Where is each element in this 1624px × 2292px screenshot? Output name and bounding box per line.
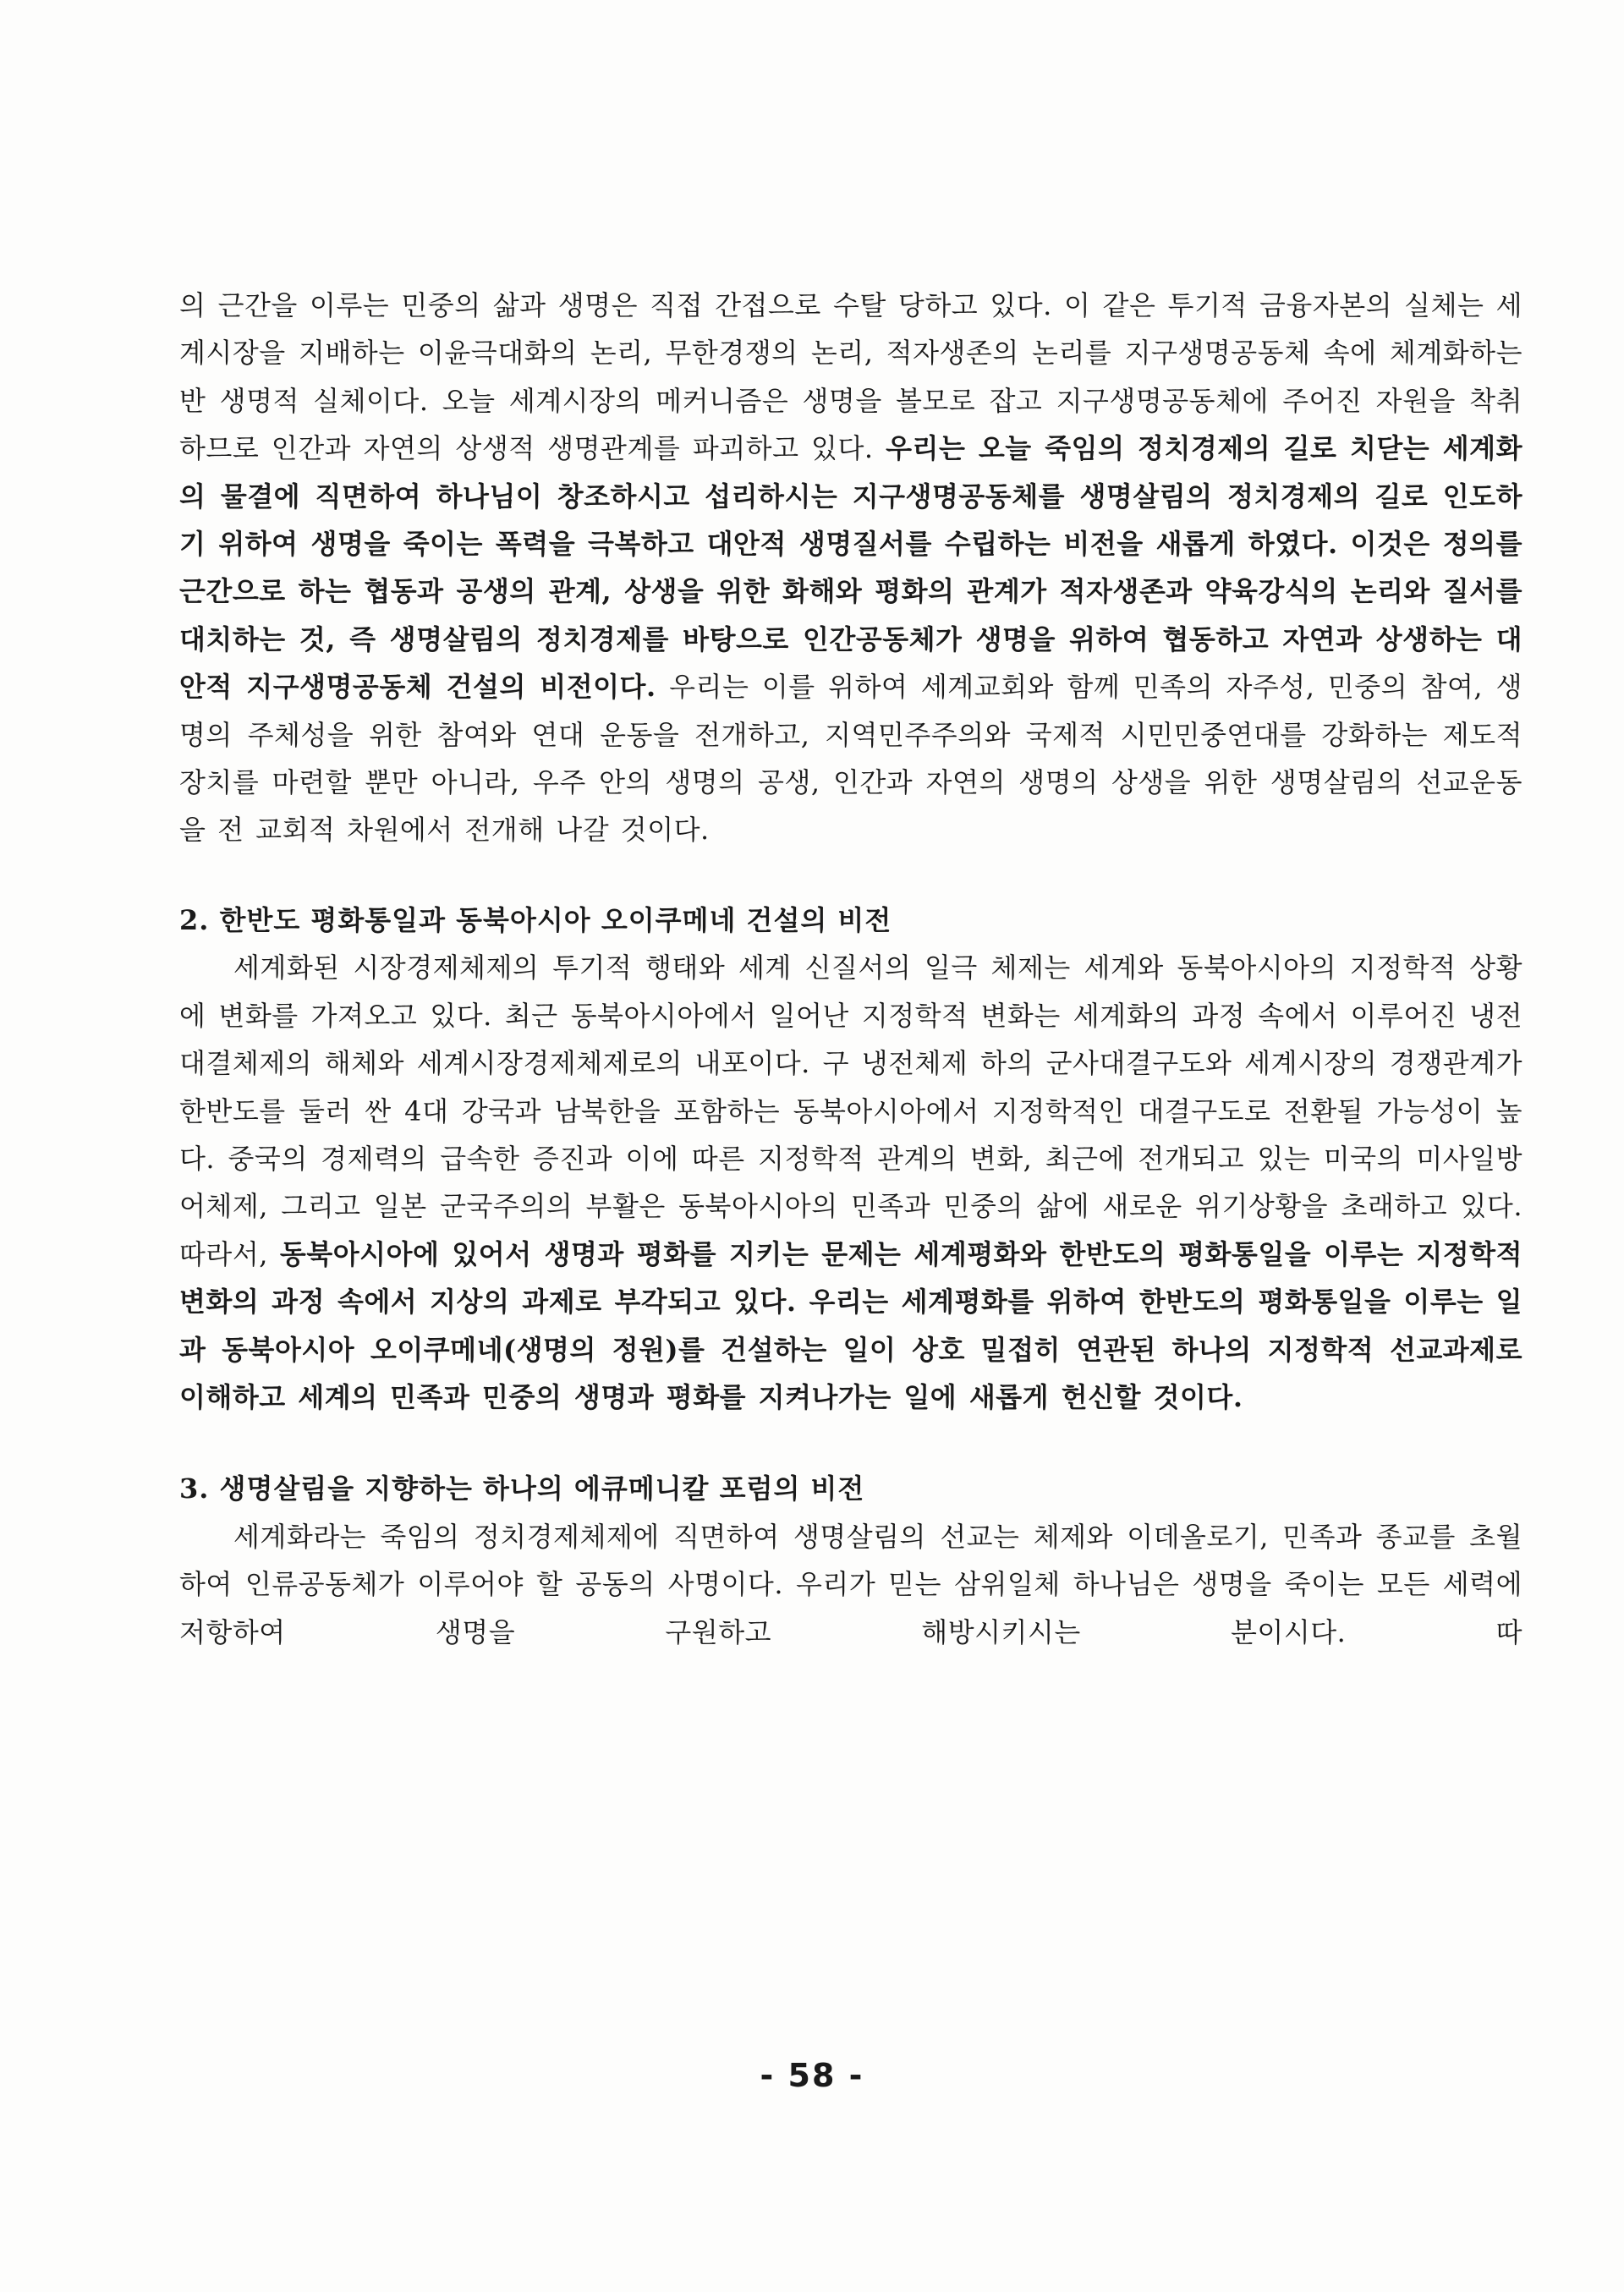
section-3-paragraph [179,1513,1522,1656]
section-3-text: 세계화라는 죽임의 정치경제체제에 직면하여 생명살림의 선교는 체제와 이데올로기, 민족과 종교를 초월하여 인류공동체가 이루어야 할 공동의 사명이다. 우리가 믿는 삼위일체 하나님은 생명을 죽이는 모든 세력에 저항하여 생명을 구원하고 해방시키시는 분이시다. 따 [179,1520,1523,1648]
section-2-text: 세계화된 시장경제체제의 투기적 행태와 세계 신질서의 일극 체제는 세계와 동북아시아의 지정학적 상황에 변화를 가져오고 있다. 최근 동북아시아에서 일어난 지정학적 변화는 세계화의 과정 속에서 이루어진 냉전대결체제의 해체와 세계시장경제체제로의 내포이다. 구 냉전체제 하의 군사대결구도와 세계시장의 경쟁관계가 한반도를 둘러 싼 4대 강국과 남북한을 포함하는 동북아시아에서 지정학적인 대결구도로 전환될 가능성이 높다. 중국의 경제력의 급속한 증진과 이에 따른 지정학적 관계의 변화, 최근에 전개되고 있는 미국의 미사일방어체제, 그리고 일본 군국주의의 부활은 동북아시아의 민족과 민중의 삶에 새로운 위기상황을 초래하고 있다. 따라서, [179,951,1522,1270]
paragraph-1 [179,282,1522,854]
section-2-heading: 2. 한반도 평화통일과 동북아시아 오이쿠메네 건설의 비전 [179,903,892,936]
paragraph-1-text-end: 우리는 이를 위하여 세계교회와 함께 민족의 자주성, 민중의 참여, 생명의 주체성을 위한 참여와 연대 운동을 전개하고, 지역민주주의와 국제적 시민민중연대를 강화하는 제도적 장치를 마련할 뿐만 아니라, 우주 안의 생명의 공생, 인간과 자연의 생명의 상생을 위한 생명살림의 선교운동을 전 교회적 차원에서 전개해 나갈 것이다. [179,671,1522,847]
section-gap [179,854,1522,897]
section-3-heading: 3. 생명살림을 지향하는 하나의 에큐메니칼 포럼의 비전 [179,1472,865,1505]
page-content [179,282,1522,1656]
paragraph-1-bold-text: 우리는 오늘 죽임의 정치경제의 길로 치닫는 세계화의 물결에 직면하여 하나님이 창조하시고 섭리하시는 지구생명공동체를 생명살림의 정치경제의 길로 인도하기 위하여 생명을 죽이는 폭력을 극복하고 대안적 생명질서를 수립하는 비전을 새롭게 하였다. 이것은 정의를 근간으로 하는 협동과 공생의 관계, 상생을 위한 화해와 평화의 관계가 적자생존과 약육강식의 논리와 질서를 대치하는 것, 즉 생명살림의 정치경제를 바탕으로 인간공동체가 생명을 위하여 협동하고 자연과 상생하는 대안적 지구생명공동체 건설의 비전이다. [179,432,1522,704]
section-2-bold-text: 동북아시아에 있어서 생명과 평화를 지키는 문제는 세계평화와 한반도의 평화통일을 이루는 지정학적 변화의 과정 속에서 지상의 과제로 부각되고 있다. 우리는 세계평화를 위하여 한반도의 평화통일을 이루는 일과 동북아시아 오이쿠메네(생명의 정원)를 건설하는 일이 상호 밀접히 연관된 하나의 지정학적 선교과제로 이해하고 세계의 민족과 민중의 생명과 평화를 지켜나가는 일에 새롭게 헌신할 것이다. [179,1237,1522,1413]
section-gap [179,1421,1522,1465]
page-number: - 58 - [760,2057,864,2094]
paragraph-1-text: 의 근간을 이루는 민중의 삶과 생명은 직접 간접으로 수탈 당하고 있다. 이 같은 투기적 금융자본의 실체는 세계시장을 지배하는 이윤극대화의 논리, 무한경쟁의 논리, 적자생존의 논리를 지구생명공동체 속에 체계화하는 반 생명적 실체이다. 오늘 세계시장의 메커니즘은 생명을 볼모로 잡고 지구생명공동체에 주어진 자원을 착취하므로 인간과 자연의 상생적 생명관계를 파괴하고 있다. [179,289,1522,465]
section-2-paragraph [179,944,1522,1421]
